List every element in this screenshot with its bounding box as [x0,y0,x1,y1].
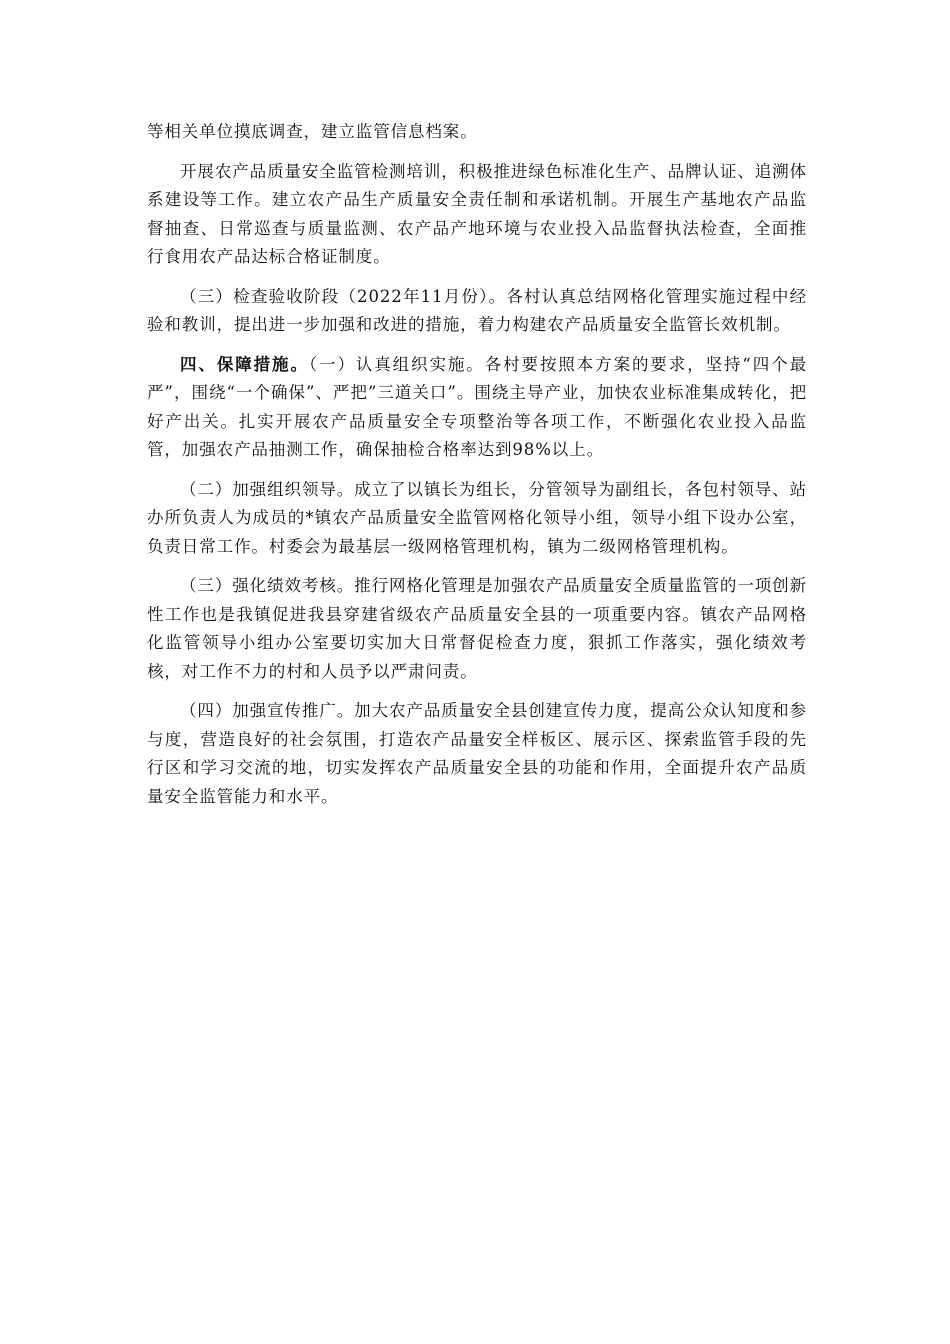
paragraph-safeguard-measures [147,351,807,465]
paragraph-text: （四）加强宣传推广。加大农产品质量安全县创建宣传力度，提高公众认知度和参与度，营造良好的社会氛围，打造农产品量安全样板区、展示区、探索监管手段的先行区和学习交流的地，切实发挥农产品质量安全县的功能和作用，全面提升农产品质量安全监管能力和水平。 [147,701,807,806]
document-page [147,118,807,822]
paragraph-training [147,158,807,272]
section-heading: 四、保障措施。 [180,354,309,374]
paragraph-leadership [147,476,807,562]
paragraph-text: 开展农产品质量安全监管检测培训，积极推进绿色标准化生产、品牌认证、追溯体系建设等工作。建立农产品生产质量安全责任制和承诺机制。开展生产基地农产品监督抽查、日常巡查与质量监测、农产品产地环境与农业投入品监督执法检查，全面推行食用农产品达标合格证制度。 [147,161,807,266]
paragraph-text: （一）认真组织实施。各村要按照本方案的要求，坚持“四个最严”，围绕“一个确保”、严把”三道关口”。围绕主导产业，加快农业标准集成转化，把好产出关。扎实开展农产品质量安全专项整治等各项工作，不断强化农业投入品监管，加强农产品抽测工作，确保抽检合格率达到98%以上。 [147,354,807,459]
paragraph-publicity [147,697,807,811]
paragraph-text: 等相关单位摸底调查，建立监管信息档案。 [147,122,478,141]
paragraph-assessment [147,572,807,686]
paragraph-text: （二）加强组织领导。成立了以镇长为组长，分管领导为副组长，各包村领导、站办所负责人为成员的*镇农产品质量安全监管网格化领导小组，领导小组下设办公室，负责日常工作。村委会为最基层一级网格管理机构，镇为二级网格管理机构。 [147,479,807,556]
paragraph-inspection-stage [147,283,807,340]
paragraph-continuation [147,118,807,147]
paragraph-text: （三）检查验收阶段（2022年11月份）。各村认真总结网格化管理实施过程中经验和教训，提出进一步加强和改进的措施，着力构建农产品质量安全监管长效机制。 [147,286,807,334]
paragraph-text: （三）强化绩效考核。推行网格化管理是加强农产品质量安全质量监管的一项创新性工作也是我镇促进我县穿建省级农产品质量安全县的一项重要内容。镇农产品网格化监管领导小组办公室要切实加大日常督促检查力度，狠抓工作落实，强化绩效考核，对工作不力的村和人员予以严肃问责。 [147,576,807,681]
